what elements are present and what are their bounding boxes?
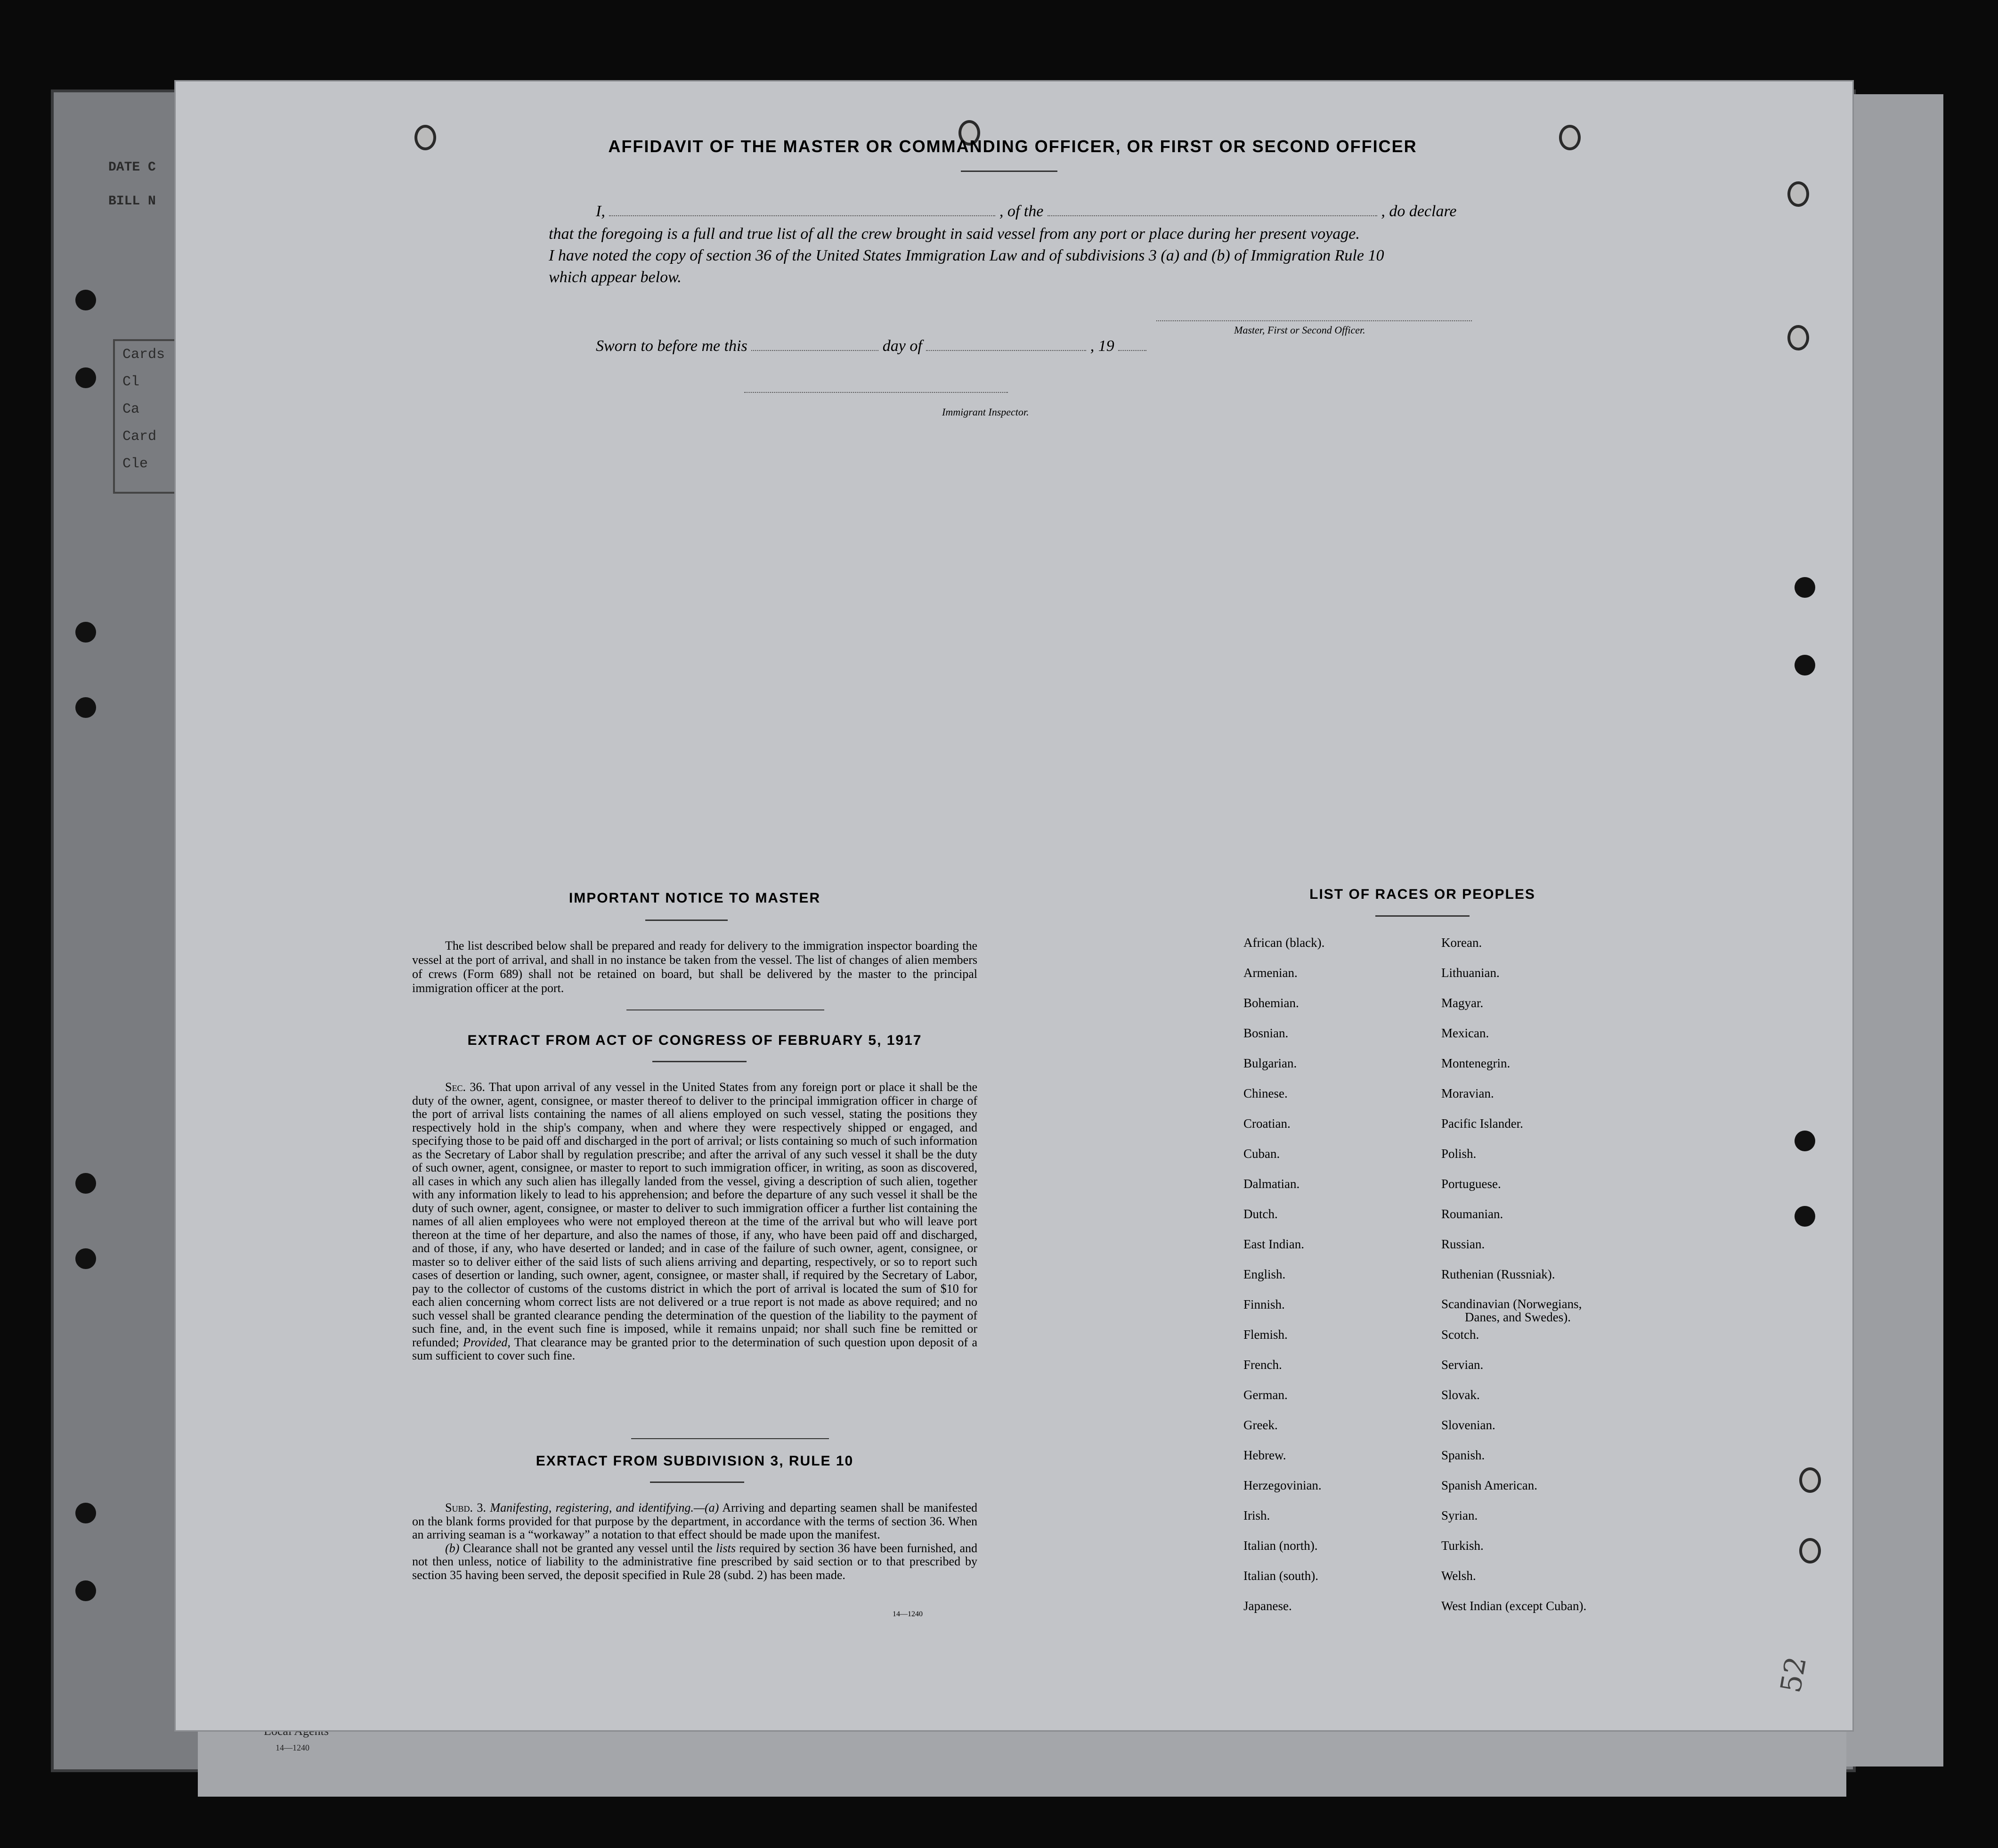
ring-hole-icon: [1559, 125, 1581, 150]
scandinavian-line-1: Scandinavian (Norwegians,: [1441, 1297, 1582, 1311]
affidavit-declare-label: , do declare: [1381, 203, 1457, 220]
race-item: West Indian (except Cuban).: [1441, 1599, 1587, 1613]
race-item: Russian.: [1441, 1237, 1485, 1251]
notice-divider: [626, 1009, 824, 1010]
left-edge-text: [108, 151, 156, 219]
race-item: Montenegrin.: [1441, 1056, 1511, 1070]
punch-hole-icon: [1795, 1131, 1815, 1151]
act-divider: [631, 1438, 829, 1439]
punch-hole-icon: [1795, 577, 1815, 598]
race-item: Roumanian.: [1441, 1207, 1503, 1221]
cards-line: Ca: [122, 401, 140, 417]
affidavit-statement-line: I have noted the copy of section 36 of the United States Immigration Law and of subdivisions 3 (a) and (b) of Immigration Rule 10: [549, 247, 1384, 264]
race-item: Cuban.: [1243, 1147, 1280, 1161]
officer-caption: Master, First or Second Officer.: [1234, 324, 1365, 336]
race-item: Dutch.: [1243, 1207, 1278, 1221]
scandinavian-line-2: Danes, and Swedes).: [1465, 1310, 1571, 1324]
race-item: Spanish.: [1441, 1448, 1485, 1462]
punch-hole-icon: [75, 697, 96, 718]
rule-extract-title: EXRTACT FROM SUBDIVISION 3, RULE 10: [536, 1453, 854, 1469]
race-item: Lithuanian.: [1441, 966, 1500, 980]
paragraph-a-body: Arriving and departing seamen shall be manifested on the blank forms provided for that purpose by the department, in accordance with the terms of section 36. When an arriving seaman is a “workaway” a notation to that effect should be made upon the manifest.: [412, 1501, 978, 1541]
races-left-column: [1243, 936, 1324, 1629]
sworn-month-blank: [926, 350, 1086, 351]
rule-extract-title-rule: [650, 1482, 744, 1483]
races-title-rule: [1375, 915, 1470, 917]
affidavit-i-label: I,: [596, 203, 605, 220]
affidavit-of-the-label: , of the: [999, 203, 1044, 220]
notice-title: IMPORTANT NOTICE TO MASTER: [569, 890, 821, 906]
paragraph-b-body-2: required by section 36 have been furnished, and not then unless, notice of liability to the administrative fine prescribed by said section or to that prescribed by section 35 having been served, the deposit specified in Rule 28 (subd. 2) has been made.: [412, 1541, 977, 1582]
race-item: Slovak.: [1441, 1388, 1480, 1402]
race-item: Irish.: [1243, 1508, 1270, 1522]
section-36-body: That upon arrival of any vessel in the United States from any foreign port or place it shall be the duty of the owner, agent, consignee, or master thereof to deliver to the principal immigration officer in charge of the port of arrival lists containing the names of all aliens employed on such vessel, stating the positions they respectively hold in the ship's company, when and where they were respectively shipped or engaged, and specifying those to be paid off and discharged in the port of arrival; or lists containing so much of such information as the Secretary of Labor shall by regulation prescribe; and after the arrival of any such vessel it shall be the duty of such owner, agent, consignee, or master to report to such immigration officer, in writing, as soon as discovered, all cases in which any such alien has illegally landed from the vessel, giving a description of such alien, together with any information likely to lead to his apprehension; and before the departure of any such vessel it shall be the duty of such owner, agent, consignee, or master to deliver to such immigration officer a further list containing the names of all alien employees who were not employed thereon at the time of the arrival but who will leave port thereon at the time of her departure, and also the names of those, if any, who have been paid off and discharged, and of those, if any, who have deserted or landed; and in case of the failure of such owner, agent, consignee, or master so to deliver either of the said lists of such aliens arriving and departing, respectively, or so to report such cases of desertion or landing, such owner, agent, consignee, or master shall, if required by the Secretary of Labor, pay to the collector of customs of the customs district in which the port of arrival is located the sum of $10 for each alien concerning whom correct lists are not delivered or a true report is not made as above required; and no such vessel shall be granted clearance pending the determination of the question of the liability to the payment of such fine, and, in the event such fine is imposed, while it remains unpaid; nor shall such fine be remitted or refunded;: [412, 1080, 977, 1349]
punch-hole-icon: [1795, 655, 1815, 676]
cards-line: Card: [122, 429, 157, 445]
race-item: French.: [1243, 1358, 1282, 1372]
vessel-blank: [1048, 215, 1377, 216]
punch-hole-icon: [1795, 1206, 1815, 1227]
race-item: Spanish American.: [1441, 1478, 1537, 1492]
act-extract-title-rule: [652, 1061, 747, 1062]
affidavit-statement-line: that the foregoing is a full and true list of all the crew brought in said vessel from any port or place during her present voyage.: [549, 225, 1360, 243]
race-item: Flemish.: [1243, 1327, 1288, 1342]
subdivision-3-text: [412, 1501, 977, 1582]
lists-word: lists: [716, 1541, 736, 1555]
races-right-column: [1441, 936, 1586, 1629]
provided-word: Provided,: [463, 1335, 511, 1349]
ring-hole-icon: [1799, 1467, 1821, 1493]
punch-hole-icon: [75, 1173, 96, 1194]
paragraph-b-body-1: Clearance shall not be granted any vessel until the: [463, 1541, 713, 1555]
race-item: East Indian.: [1243, 1237, 1304, 1251]
race-item: Hebrew.: [1243, 1448, 1286, 1462]
race-item: Chinese.: [1243, 1086, 1288, 1100]
affidavit-declaration-line: [596, 203, 1457, 220]
form-number: 14—1240: [893, 1610, 923, 1618]
sworn-year-label: , 19: [1090, 337, 1114, 355]
subd-label: Subd. 3.: [445, 1501, 486, 1514]
race-item: Dalmatian.: [1243, 1177, 1300, 1191]
race-item: Armenian.: [1243, 966, 1298, 980]
race-item: Turkish.: [1441, 1539, 1484, 1553]
act-extract-title: EXTRACT FROM ACT OF CONGRESS OF FEBRUARY 5, 1917: [467, 1033, 922, 1048]
race-item: English.: [1243, 1267, 1286, 1281]
inspector-signature-blank: [744, 392, 1008, 393]
name-blank: [609, 215, 995, 216]
race-item: Moravian.: [1441, 1086, 1494, 1100]
affidavit-title-rule: [961, 171, 1057, 172]
race-item: Greek.: [1243, 1418, 1278, 1432]
race-item: Bulgarian.: [1243, 1056, 1297, 1070]
sworn-line: [596, 337, 1146, 355]
race-item: Portuguese.: [1441, 1177, 1501, 1191]
bottom-form-code: 14—1240: [276, 1743, 309, 1752]
race-item: African (black).: [1243, 936, 1325, 950]
sworn-year-blank: [1118, 350, 1146, 351]
cards-line: Cl: [122, 374, 140, 390]
left-edge-line: DATE C: [108, 160, 156, 175]
race-item: Bosnian.: [1243, 1026, 1289, 1040]
race-item: Croatian.: [1243, 1116, 1291, 1131]
cards-line: Cards: [122, 347, 165, 363]
section-36-body-end: That clearance may be granted prior to the determination of such question upon deposit of a sum sufficient to cover such fine.: [412, 1335, 978, 1362]
race-item: Slovenian.: [1441, 1418, 1495, 1432]
punch-hole-icon: [75, 1248, 96, 1269]
race-item: Polish.: [1441, 1147, 1477, 1161]
race-item: Italian (south).: [1243, 1569, 1318, 1583]
race-item-scandinavian: [1441, 1297, 1586, 1327]
ring-hole-icon: [1787, 325, 1809, 350]
subd-italic-heading: Manifesting, registering, and identifying.—(a): [490, 1501, 719, 1514]
race-item: Magyar.: [1441, 996, 1484, 1010]
race-item: Japanese.: [1243, 1599, 1292, 1613]
race-item: Scotch.: [1441, 1327, 1479, 1342]
race-item: Syrian.: [1441, 1508, 1478, 1522]
inspector-caption: Immigrant Inspector.: [942, 406, 1029, 418]
punch-hole-icon: [75, 1503, 96, 1523]
punch-hole-icon: [75, 367, 96, 388]
notice-title-rule: [645, 920, 728, 921]
race-item: Finnish.: [1243, 1297, 1285, 1311]
ring-hole-icon: [1799, 1538, 1821, 1563]
race-item: Welsh.: [1441, 1569, 1476, 1583]
paragraph-b: [412, 1542, 977, 1582]
race-item: Servian.: [1441, 1358, 1484, 1372]
cards-line: Cle: [122, 456, 148, 472]
punch-hole-icon: [75, 290, 96, 310]
notice-body: The list described below shall be prepared and ready for delivery to the immigration inspector boarding the vessel at the port of arrival, and shall in no instance be taken from the vessel. The list of changes of alien members of crews (Form 689) shall not be retained on board, but shall be delivered by the master to the principal immigration officer at the port.: [412, 939, 977, 995]
race-item: Korean.: [1441, 936, 1482, 950]
race-item: Italian (north).: [1243, 1539, 1318, 1553]
sworn-day-of: day of: [882, 337, 922, 355]
ring-hole-icon: [1787, 181, 1809, 207]
paragraph-b-label: (b): [445, 1541, 460, 1555]
section-36-text: [412, 1081, 977, 1363]
paragraph-a: [412, 1501, 977, 1542]
race-item: Mexican.: [1441, 1026, 1489, 1040]
race-item: German.: [1243, 1388, 1288, 1402]
race-item: Bohemian.: [1243, 996, 1299, 1010]
race-item: Pacific Islander.: [1441, 1116, 1523, 1131]
affidavit-statement-line: which appear below.: [549, 269, 682, 286]
race-item: Ruthenian (Russniak).: [1441, 1267, 1555, 1281]
affidavit-title: AFFIDAVIT OF THE MASTER OR COMMANDING OFFICER, OR FIRST OR SECOND OFFICER: [608, 137, 1417, 156]
punch-hole-icon: [75, 1580, 96, 1601]
punch-hole-icon: [75, 622, 96, 643]
race-item: Herzegovinian.: [1243, 1478, 1322, 1492]
races-title: LIST OF RACES OR PEOPLES: [1309, 887, 1535, 902]
section-label: Sec. 36.: [445, 1080, 485, 1094]
officer-signature-blank: [1156, 320, 1472, 321]
left-edge-line: BILL N: [108, 194, 156, 209]
pencil-annotation: 52: [1774, 1654, 1813, 1695]
sworn-prefix: Sworn to before me this: [596, 337, 747, 355]
sworn-day-blank: [751, 350, 878, 351]
ring-hole-icon: [414, 125, 436, 150]
